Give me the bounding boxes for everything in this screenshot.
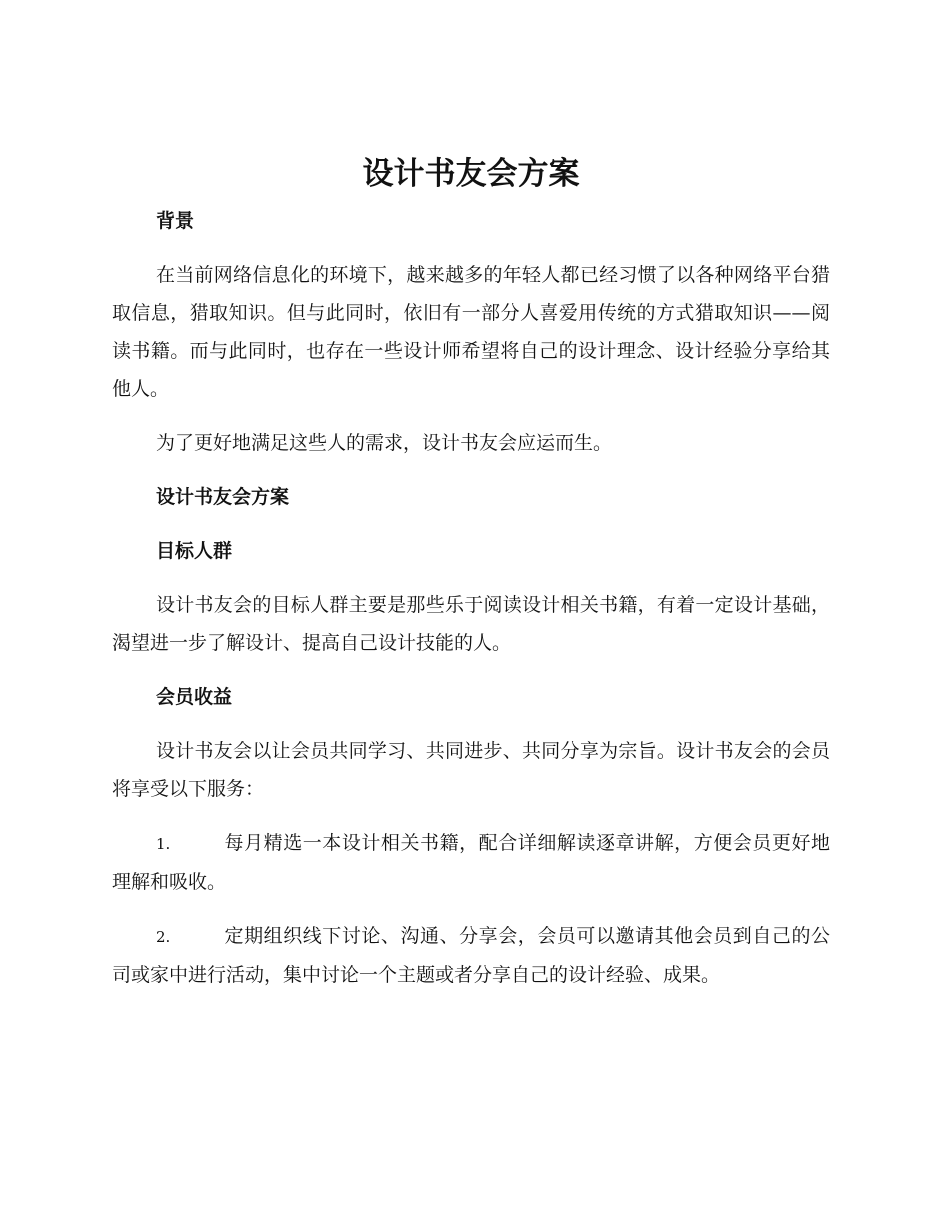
list-item-text: 定期组织线下讨论、沟通、分享会，会员可以邀请其他会员到自己的公司或家中进行活动，集中讨论一个主题或者分享自己的设计经验、成果。 xyxy=(112,925,830,986)
section-heading-member-benefits: 会员收益 xyxy=(156,686,233,708)
paragraph-target-audience: 设计书友会的目标人群主要是那些乐于阅读设计相关书籍，有着一定设计基础，渴望进一步了解设计、提高自己设计技能的人。 xyxy=(112,594,830,654)
section-heading-background: 背景 xyxy=(156,210,195,232)
list-item-number: 2. xyxy=(156,928,171,946)
section-heading-target-audience: 目标人群 xyxy=(156,540,233,562)
list-item-number: 1. xyxy=(156,835,171,853)
list-item-text: 每月精选一本设计相关书籍，配合详细解读逐章讲解，方便会员更好地理解和吸收。 xyxy=(112,832,830,893)
list-item xyxy=(112,824,830,901)
paragraph-purpose: 为了更好地满足这些人的需求，设计书友会应运而生。 xyxy=(156,432,613,454)
paragraph-member-benefits: 设计书友会以让会员共同学习、共同进步、共同分享为宗旨。设计书友会的会员将享受以下服务： xyxy=(112,740,830,800)
document-title: 设计书友会方案 xyxy=(362,156,580,192)
document-page xyxy=(112,148,830,1010)
paragraph-background: 在当前网络信息化的环境下，越来越多的年轻人都已经习惯了以各种网络平台猎取信息，猎取知识。但与此同时，依旧有一部分人喜爱用传统的方式猎取知识——阅读书籍。而与此同时，也存在一些设计师希望将自己的设计理念、设计经验分享给其他人。 xyxy=(112,264,830,400)
list-item xyxy=(112,917,830,994)
section-heading-plan: 设计书友会方案 xyxy=(156,486,290,508)
